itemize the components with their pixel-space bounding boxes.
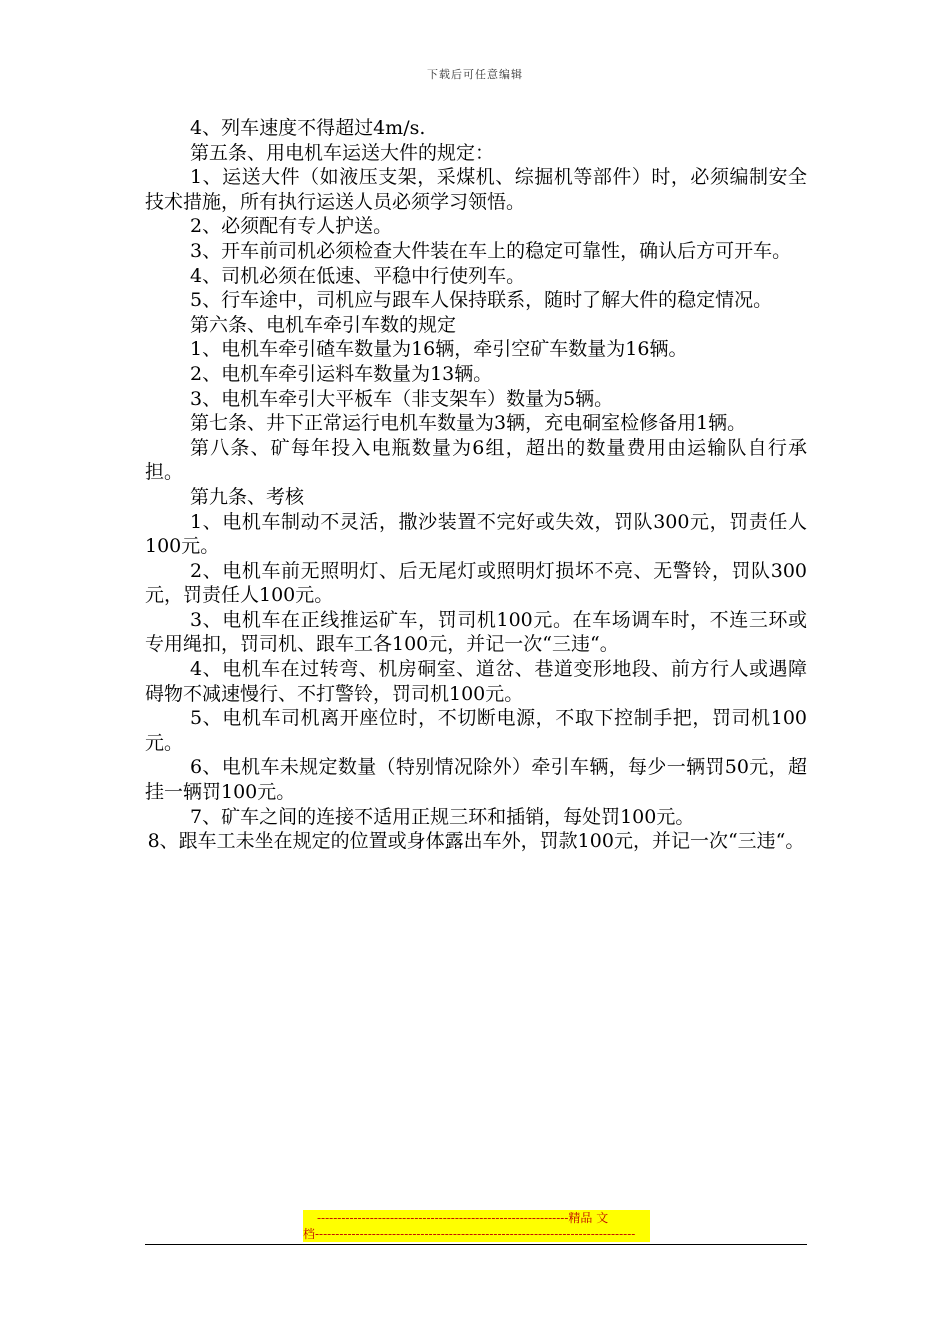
footer-line-2: 档------------------------------------------------------------------------------- bbox=[303, 1226, 650, 1242]
paragraph: 3、电机车在正线推运矿车，罚司机100元。在车场调车时，不连三环或专用绳扣，罚司机、跟车工各100元，并记一次“三违“。 bbox=[145, 608, 807, 656]
paragraph: 1、电机车牵引碴车数量为16辆，牵引空矿车数量为16辆。 bbox=[190, 338, 688, 361]
paragraph: 2、电机车前无照明灯、后无尾灯或照明灯损坏不亮、无警铃，罚队300元，罚责任人100元。 bbox=[145, 559, 807, 607]
paragraph: 7、矿车之间的连接不适用正规三环和插销，每处罚100元。 bbox=[190, 805, 695, 828]
paragraph: 5、行车途中，司机应与跟车人保持联系，随时了解大件的稳定情况。 bbox=[190, 289, 773, 312]
paragraph: 4、司机必须在低速、平稳中行使列车。 bbox=[190, 264, 526, 287]
paragraph: 3、开车前司机必须检查大件装在车上的稳定可靠性，确认后方可开车。 bbox=[190, 239, 792, 262]
section-heading: 第八条、矿每年投入电瓶数量为6组，超出的数量费用由运输队自行承担。 bbox=[145, 436, 807, 484]
paragraph: 8、跟车工未坐在规定的位置或身体露出车外，罚款100元，并记一次“三违“。 bbox=[147, 830, 805, 853]
footer-divider bbox=[145, 1244, 807, 1245]
section-heading: 第五条、用电机车运送大件的规定： bbox=[190, 141, 495, 164]
paragraph: 5、电机车司机离开座位时，不切断电源，不取下控制手把，罚司机100元。 bbox=[145, 707, 807, 754]
paragraph: 2、电机车牵引运料车数量为13辆。 bbox=[190, 362, 493, 385]
paragraph: 3、电机车牵引大平板车（非支架车）数量为5辆。 bbox=[190, 387, 614, 410]
section-heading: 第七条、井下正常运行电机车数量为3辆，充电硐室检修备用1辆。 bbox=[190, 412, 747, 435]
footer-line-1: --------------------------------------------------------------精品 文 bbox=[303, 1210, 650, 1226]
paragraph: 6、电机车未规定数量（特别情况除外）牵引车辆，每少一辆罚50元，超挂一辆罚100元。 bbox=[145, 756, 807, 804]
paragraph: 4、电机车在过转弯、机房硐室、道岔、巷道变形地段、前方行人或遇障碍物不减速慢行、不打警铃，罚司机100元。 bbox=[145, 658, 807, 705]
paragraph: 2、必须配有专人护送。 bbox=[190, 215, 393, 238]
footer-watermark bbox=[303, 1210, 650, 1242]
paragraph: 4、列车速度不得超过4m/s. bbox=[190, 117, 426, 139]
paragraph: 1、运送大件（如液压支架，采煤机、综掘机等部件）时，必须编制安全技术措施，所有执行运送人员必须学习领悟。 bbox=[145, 166, 807, 213]
document-body bbox=[145, 116, 807, 854]
page-header: 下载后可任意编辑 bbox=[427, 68, 523, 81]
section-heading: 第九条、考核 bbox=[190, 485, 305, 508]
paragraph: 1、电机车制动不灵活，撒沙装置不完好或失效，罚队300元，罚责任人100元。 bbox=[145, 510, 807, 558]
section-heading: 第六条、电机车牵引车数的规定 bbox=[190, 313, 457, 336]
